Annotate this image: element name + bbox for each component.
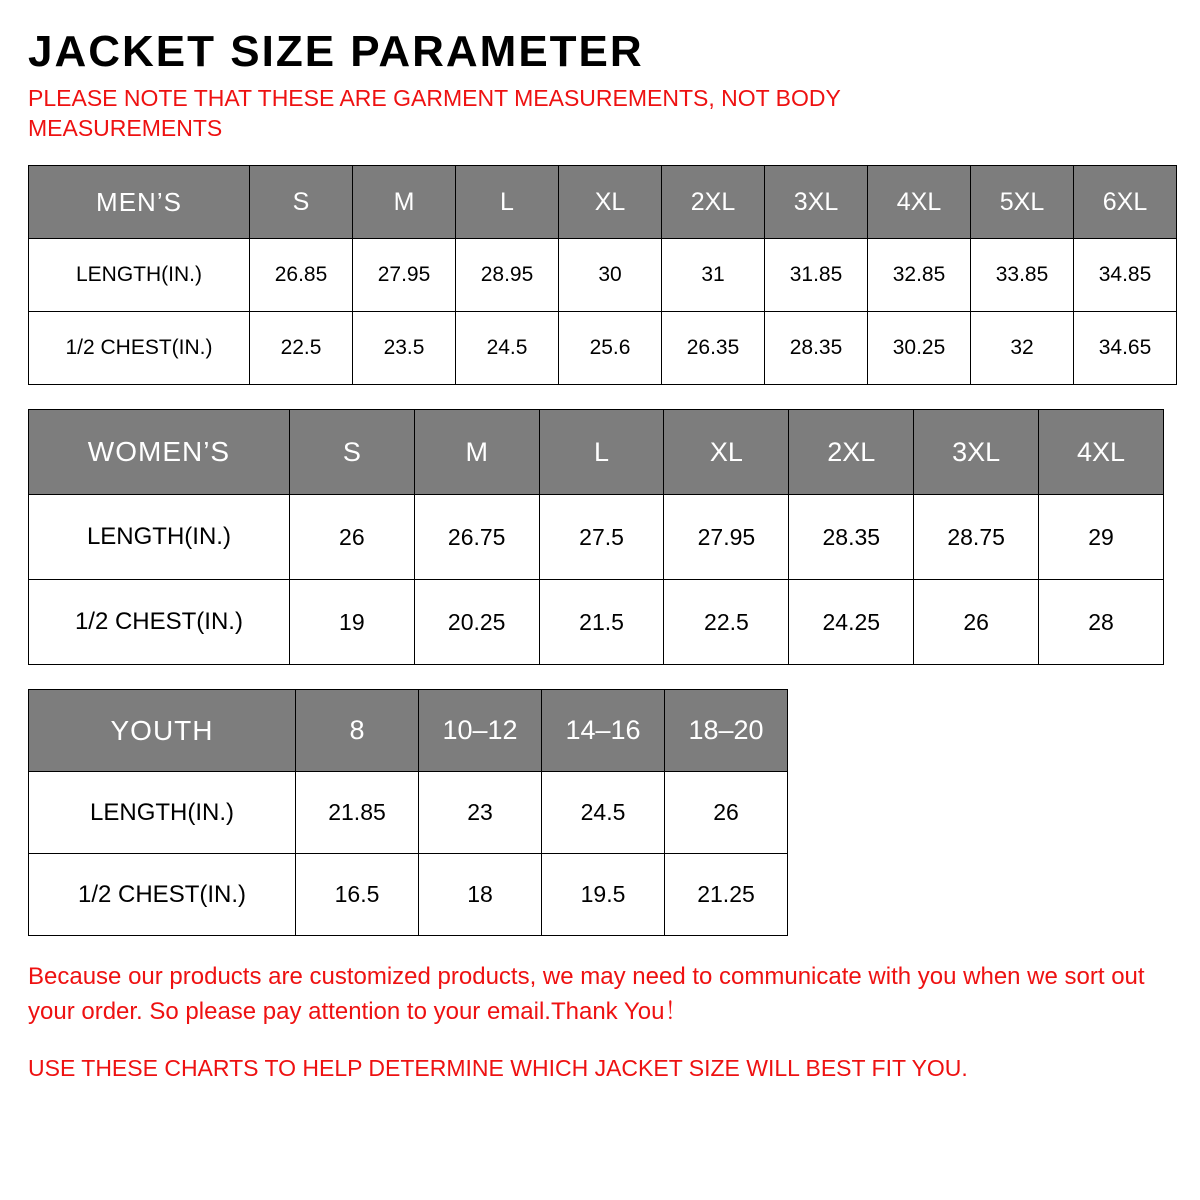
size-header-cell: 18–20 xyxy=(665,690,788,772)
size-header-cell: 3XL xyxy=(914,410,1039,495)
measurement-cell: 22.5 xyxy=(250,312,353,385)
size-header-cell: XL xyxy=(664,410,789,495)
measurement-cell: 27.95 xyxy=(664,495,789,580)
size-header-cell: 4XL xyxy=(868,166,971,239)
measurement-cell: 28.35 xyxy=(789,495,914,580)
table-row xyxy=(29,580,1164,665)
measurement-cell: 26 xyxy=(665,772,788,854)
table-header-row xyxy=(29,410,1164,495)
measurement-cell: 30 xyxy=(559,239,662,312)
measurement-cell: 26 xyxy=(289,495,414,580)
row-label: LENGTH(IN.) xyxy=(29,239,250,312)
measurement-cell: 28.95 xyxy=(456,239,559,312)
measurement-cell: 16.5 xyxy=(296,854,419,936)
size-header-cell: S xyxy=(250,166,353,239)
size-header-cell: 10–12 xyxy=(419,690,542,772)
womens-size-table xyxy=(28,409,1164,665)
size-header-cell: 6XL xyxy=(1074,166,1177,239)
size-header-cell: 4XL xyxy=(1039,410,1164,495)
size-header-cell: 5XL xyxy=(971,166,1074,239)
measurement-cell: 24.5 xyxy=(456,312,559,385)
size-header-cell: 14–16 xyxy=(542,690,665,772)
measurement-cell: 21.25 xyxy=(665,854,788,936)
measurement-cell: 32 xyxy=(971,312,1074,385)
table-header-row xyxy=(29,690,788,772)
table-row xyxy=(29,854,788,936)
mens-table-title: MEN’S xyxy=(29,166,250,239)
youth-table-title: YOUTH xyxy=(29,690,296,772)
size-header-cell: L xyxy=(456,166,559,239)
measurement-cell: 31 xyxy=(662,239,765,312)
size-header-cell: 8 xyxy=(296,690,419,772)
measurement-cell: 27.5 xyxy=(539,495,664,580)
measurement-cell: 25.6 xyxy=(559,312,662,385)
measurement-cell: 29 xyxy=(1039,495,1164,580)
customization-note: Because our products are customized products, we may need to communicate with you when we sort out your order. So please pay attention to your email.Thank You！ xyxy=(28,963,1145,1026)
measurement-cell: 34.65 xyxy=(1074,312,1177,385)
measurement-cell: 26.75 xyxy=(414,495,539,580)
measurement-cell: 23.5 xyxy=(353,312,456,385)
youth-size-table xyxy=(28,689,788,936)
measurement-cell: 21.85 xyxy=(296,772,419,854)
measurement-cell: 33.85 xyxy=(971,239,1074,312)
mens-size-table xyxy=(28,165,1177,385)
size-header-cell: M xyxy=(414,410,539,495)
size-header-cell: 2XL xyxy=(789,410,914,495)
row-label: 1/2 CHEST(IN.) xyxy=(29,854,296,936)
measurement-cell: 19 xyxy=(289,580,414,665)
measurement-cell: 26.85 xyxy=(250,239,353,312)
measurement-cell: 26 xyxy=(914,580,1039,665)
row-label: LENGTH(IN.) xyxy=(29,495,290,580)
measurement-cell: 24.5 xyxy=(542,772,665,854)
measurement-cell: 31.85 xyxy=(765,239,868,312)
size-header-cell: XL xyxy=(559,166,662,239)
measurement-cell: 21.5 xyxy=(539,580,664,665)
measurement-cell: 28.35 xyxy=(765,312,868,385)
chart-usage-note: USE THESE CHARTS TO HELP DETERMINE WHICH JACKET SIZE WILL BEST FIT YOU. xyxy=(28,1054,968,1081)
womens-table-title: WOMEN’S xyxy=(29,410,290,495)
size-header-cell: L xyxy=(539,410,664,495)
size-header-cell: M xyxy=(353,166,456,239)
measurement-cell: 22.5 xyxy=(664,580,789,665)
measurement-cell: 32.85 xyxy=(868,239,971,312)
size-header-cell: S xyxy=(289,410,414,495)
row-label: LENGTH(IN.) xyxy=(29,772,296,854)
row-label: 1/2 CHEST(IN.) xyxy=(29,580,290,665)
measurement-cell: 28.75 xyxy=(914,495,1039,580)
measurement-cell: 30.25 xyxy=(868,312,971,385)
measurement-cell: 24.25 xyxy=(789,580,914,665)
measurement-cell: 28 xyxy=(1039,580,1164,665)
measurement-cell: 20.25 xyxy=(414,580,539,665)
size-header-cell: 2XL xyxy=(662,166,765,239)
measurement-cell: 18 xyxy=(419,854,542,936)
row-label: 1/2 CHEST(IN.) xyxy=(29,312,250,385)
table-row xyxy=(29,239,1177,312)
measurement-note: PLEASE NOTE THAT THESE ARE GARMENT MEASUREMENTS, NOT BODY MEASUREMENTS xyxy=(28,85,841,141)
table-header-row xyxy=(29,166,1177,239)
table-row xyxy=(29,312,1177,385)
measurement-cell: 34.85 xyxy=(1074,239,1177,312)
table-row xyxy=(29,495,1164,580)
size-header-cell: 3XL xyxy=(765,166,868,239)
measurement-cell: 27.95 xyxy=(353,239,456,312)
measurement-cell: 19.5 xyxy=(542,854,665,936)
page-title: JACKET SIZE PARAMETER xyxy=(28,27,644,76)
table-row xyxy=(29,772,788,854)
measurement-cell: 23 xyxy=(419,772,542,854)
measurement-cell: 26.35 xyxy=(662,312,765,385)
